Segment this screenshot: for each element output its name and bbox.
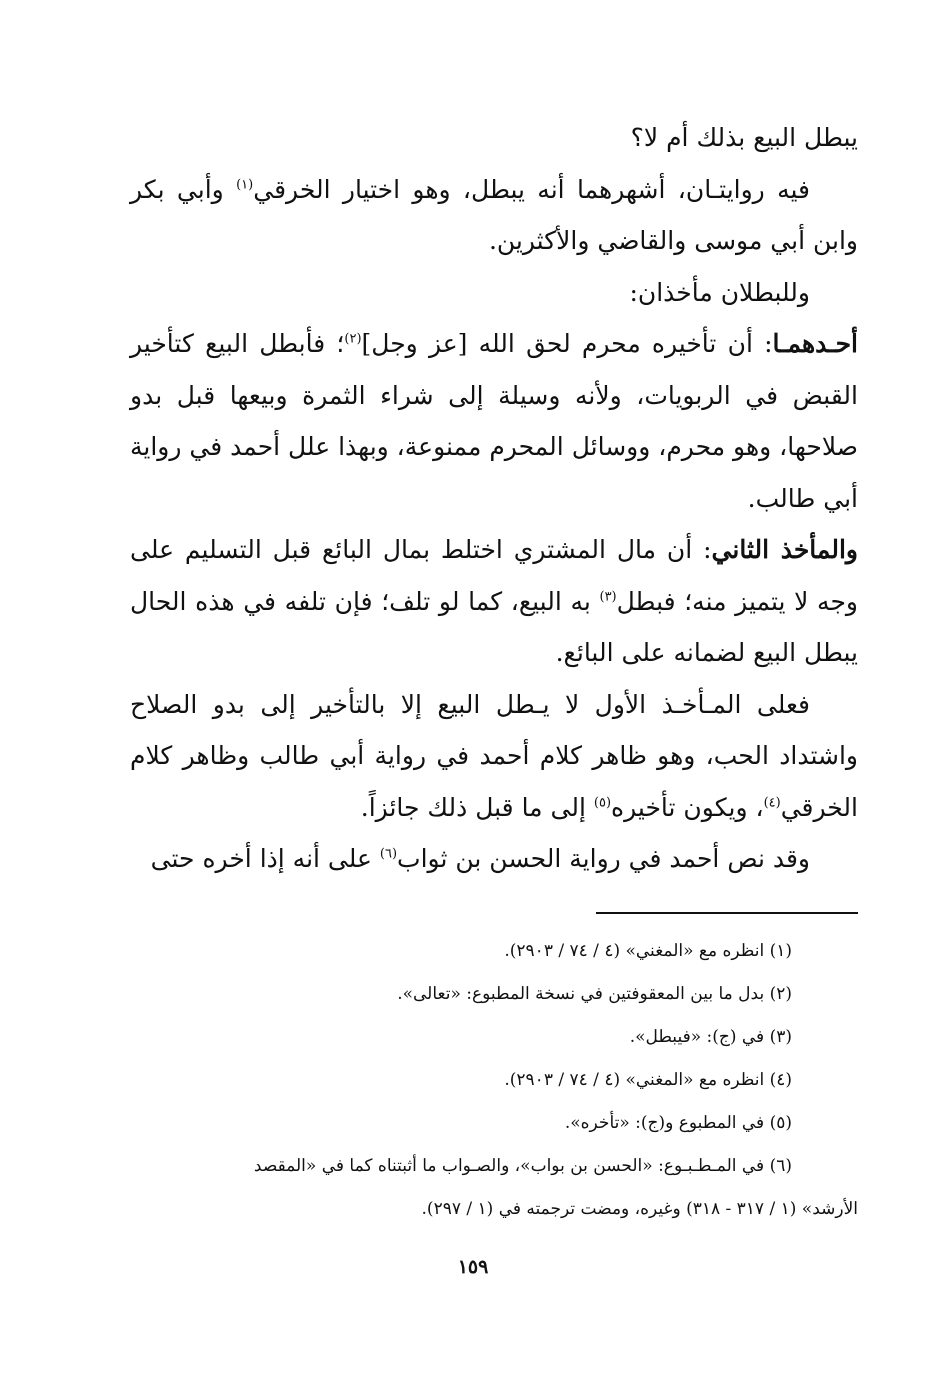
paragraph-7-text-a: وقد نص أحمد في رواية الحسن بن ثواب [397,844,810,873]
paragraph-1-text: يبطل البيع بذلك أم لا؟ [630,123,858,152]
footnotes [130,930,858,1231]
main-text [130,112,858,885]
footnote-ref-4: (٤) [763,795,781,811]
paragraph-3 [130,267,858,319]
footnote-divider [596,912,858,914]
footnote-1: (١) انظره مع «المغني» (٤ / ٧٤ / ٢٩٠٣). [504,941,792,961]
footnote-3: (٣) في (ج): «فيبطل». [629,1027,792,1047]
paragraph-4 [130,318,858,524]
footnote-ref-1: (١) [236,177,254,193]
paragraph-4-text-a: : أن تأخيره محرم لحق الله [عز وجل] [361,329,773,358]
footnote-4: (٤) انظره مع «المغني» (٤ / ٧٤ / ٢٩٠٣). [504,1070,792,1090]
footnote-ref-2: (٢) [344,331,362,347]
paragraph-7-text-b: على أنه إذا أخره حتى [150,844,380,873]
paragraph-2 [130,164,858,267]
paragraph-4-label: أحـدهمـا [772,329,858,358]
paragraph-5-text-a: : أن مال المشتري اختلط بمال البائع قبل التسليم على وجه لا يتميز منه؛ فبطل [130,535,858,616]
paragraph-7 [130,833,858,885]
paragraph-6 [130,679,858,834]
paragraph-2-text-a: فيه روايتـان، أشهرهما أنه يبطل، وهو اختيار الخرقي [253,174,811,204]
footnote-6-line-2: الأرشد» (١ / ٣١٧ - ٣١٨) وغيره، ومضت ترجمته في (١ / ٢٩٧). [421,1199,858,1219]
paragraph-5 [130,524,858,679]
paragraph-6-text-c: إلى ما قبل ذلك جائزاً. [360,792,594,822]
footnote-ref-5: (٥) [593,795,612,811]
footnote-ref-6: (٦) [379,846,398,862]
paragraph-1 [130,112,858,164]
footnote-6 [130,1145,858,1231]
page-number: ١٥٩ [457,1256,489,1278]
paragraph-5-label: والمأخذ الثاني [711,535,858,564]
paragraph-6-text-a: فعلى المـأخـذ الأول لا يـطل البيع إلا بالتأخير إلى بدو الصلاح واشتداد الحب، وهو ظاهر كلام أحمد في رواية أبي طالب وظاهر كلام الخرقي [130,689,858,822]
paragraph-4-text-b: ؛ فأبطل البيع كتأخير القبض في الربويات، ولأنه وسيلة إلى شراء الثمرة وبيعها قبل بدو صلاحها، وهو محرم، ووسائل المحرم ممنوعة، وبهذا علل أحمد في رواية أبي طالب. [129,329,858,513]
paragraph-3-text: وللبطلان مأخذان: [629,277,810,307]
paragraph-6-text-b: ، ويكون تأخيره [611,792,764,822]
footnote-5: (٥) في المطبوع و(ج): «تأخره». [564,1113,792,1133]
footnote-2: (٢) بدل ما بين المعقوفتين في نسخة المطبوع: «تعالى». [397,984,792,1004]
footnote-ref-3: (٣) [599,589,617,605]
paragraph-5-text-b: به البيع، كما لو تلف؛ فإن تلفه في هذه الحال يبطل البيع لضمانه على البائع. [130,586,858,667]
footnote-6-line-1: (٦) في المـطـبـوع: «الحسن بن بواب»، والصـواب ما أثبتناه كما في «المقصد [253,1156,792,1176]
paragraph-2-text-b: وأبي بكر وابن أبي موسى والقاضي والأكثرين. [130,174,858,255]
